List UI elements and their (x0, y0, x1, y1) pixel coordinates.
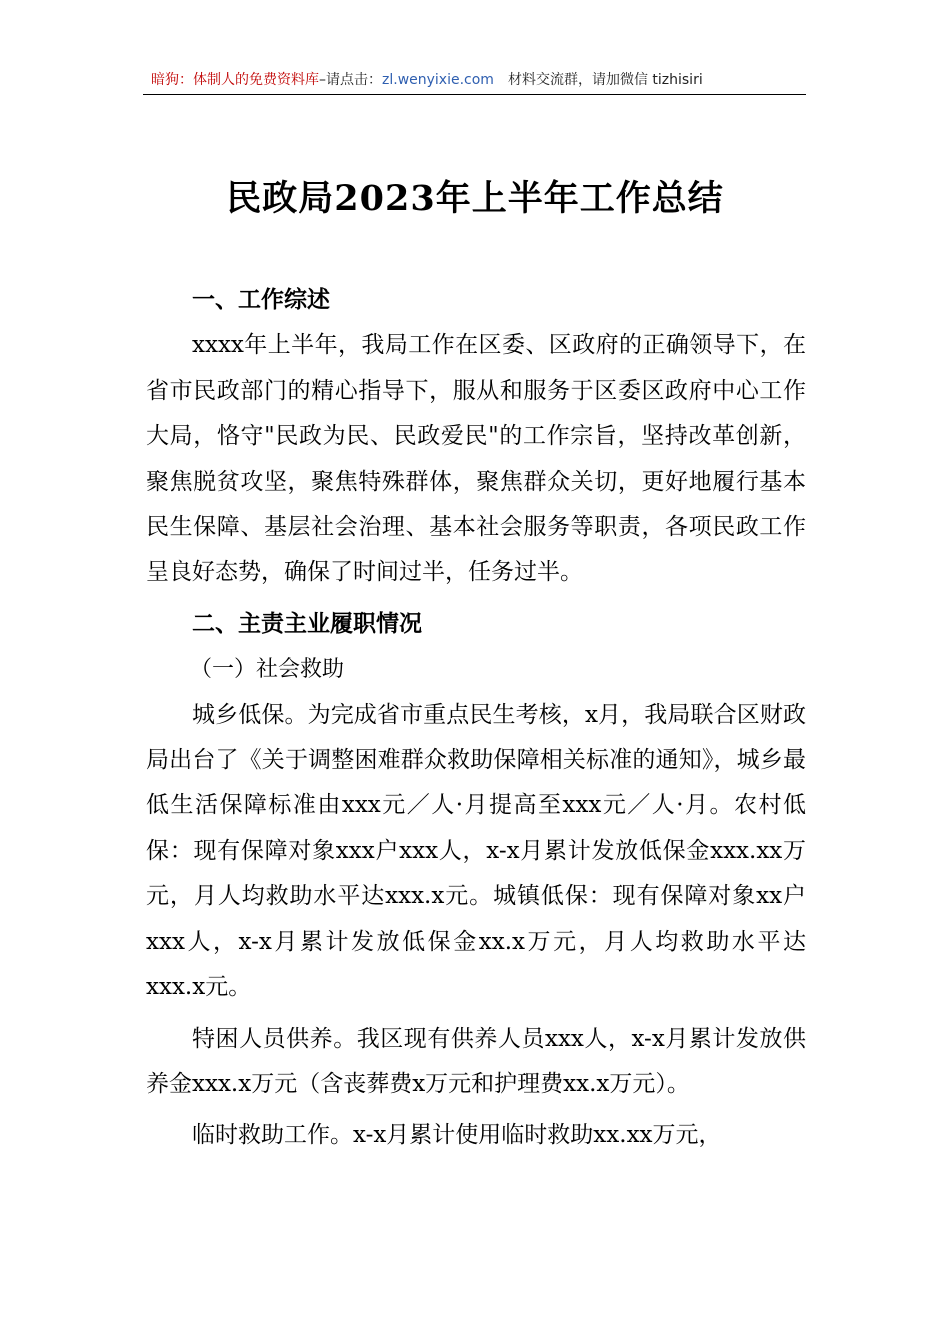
header-url-link[interactable]: zl.wenyixie.com (382, 72, 494, 88)
paragraph-tekun: 特困人员供养。我区现有供养人员xxx人，x-x月累计发放供养金xxx.x万元（含丧葬费x万元和护理费xx.x万元）。 (146, 1025, 806, 1097)
header-click-prefix: –请点击： (319, 72, 382, 88)
overview-paragraph: xxxx年上半年，我局工作在区委、区政府的正确领导下，在省市民政部门的精心指导下，服从和服务于区委区政府中心工作大局，恪守"民政为民、民政爱民"的工作宗旨，坚持改革创新，聚焦脱贫攻坚，聚焦特殊群体，聚焦群众关切，更好地履行基本民生保障、基层社会治理、基本社会服务等职责，各项民政工作呈良好态势，确保了时间过半，任务过半。 (146, 332, 806, 586)
paragraph-dibao: 城乡低保。为完成省市重点民生考核，x月，我局联合区财政局出台了《关于调整困难群众救助保障相关标准的通知》，城乡最低生活保障标准由xxx元／人·月提高至xxx元／人·月。农村低保：现有保障对象xxx户xxx人，x-x月累计发放低保金xxx.xx万元，月人均救助水平达xxx.x元。城镇低保：现有保障对象xx户xxx人，x-x月累计发放低保金xx.x万元，月人均救助水平达xxx.x元。 (146, 701, 806, 1001)
subsection-heading-social-assistance: （一）社会救助 (190, 657, 345, 683)
header-brand: 暗狗：体制人的免费资料库 (151, 72, 319, 88)
section-heading-overview: 一、工作综述 (192, 287, 330, 313)
paragraph-linshi: 临时救助工作。x-x月累计使用临时救助xx.xx万元， (192, 1122, 722, 1149)
page-header (143, 66, 806, 95)
header-contact: 材料交流群，请加微信 tizhisiri (507, 72, 703, 88)
document-title: 民政局2023年上半年工作总结 (226, 178, 724, 219)
document-body (146, 278, 806, 1159)
section-heading-duties: 二、主责主业履职情况 (192, 610, 422, 637)
